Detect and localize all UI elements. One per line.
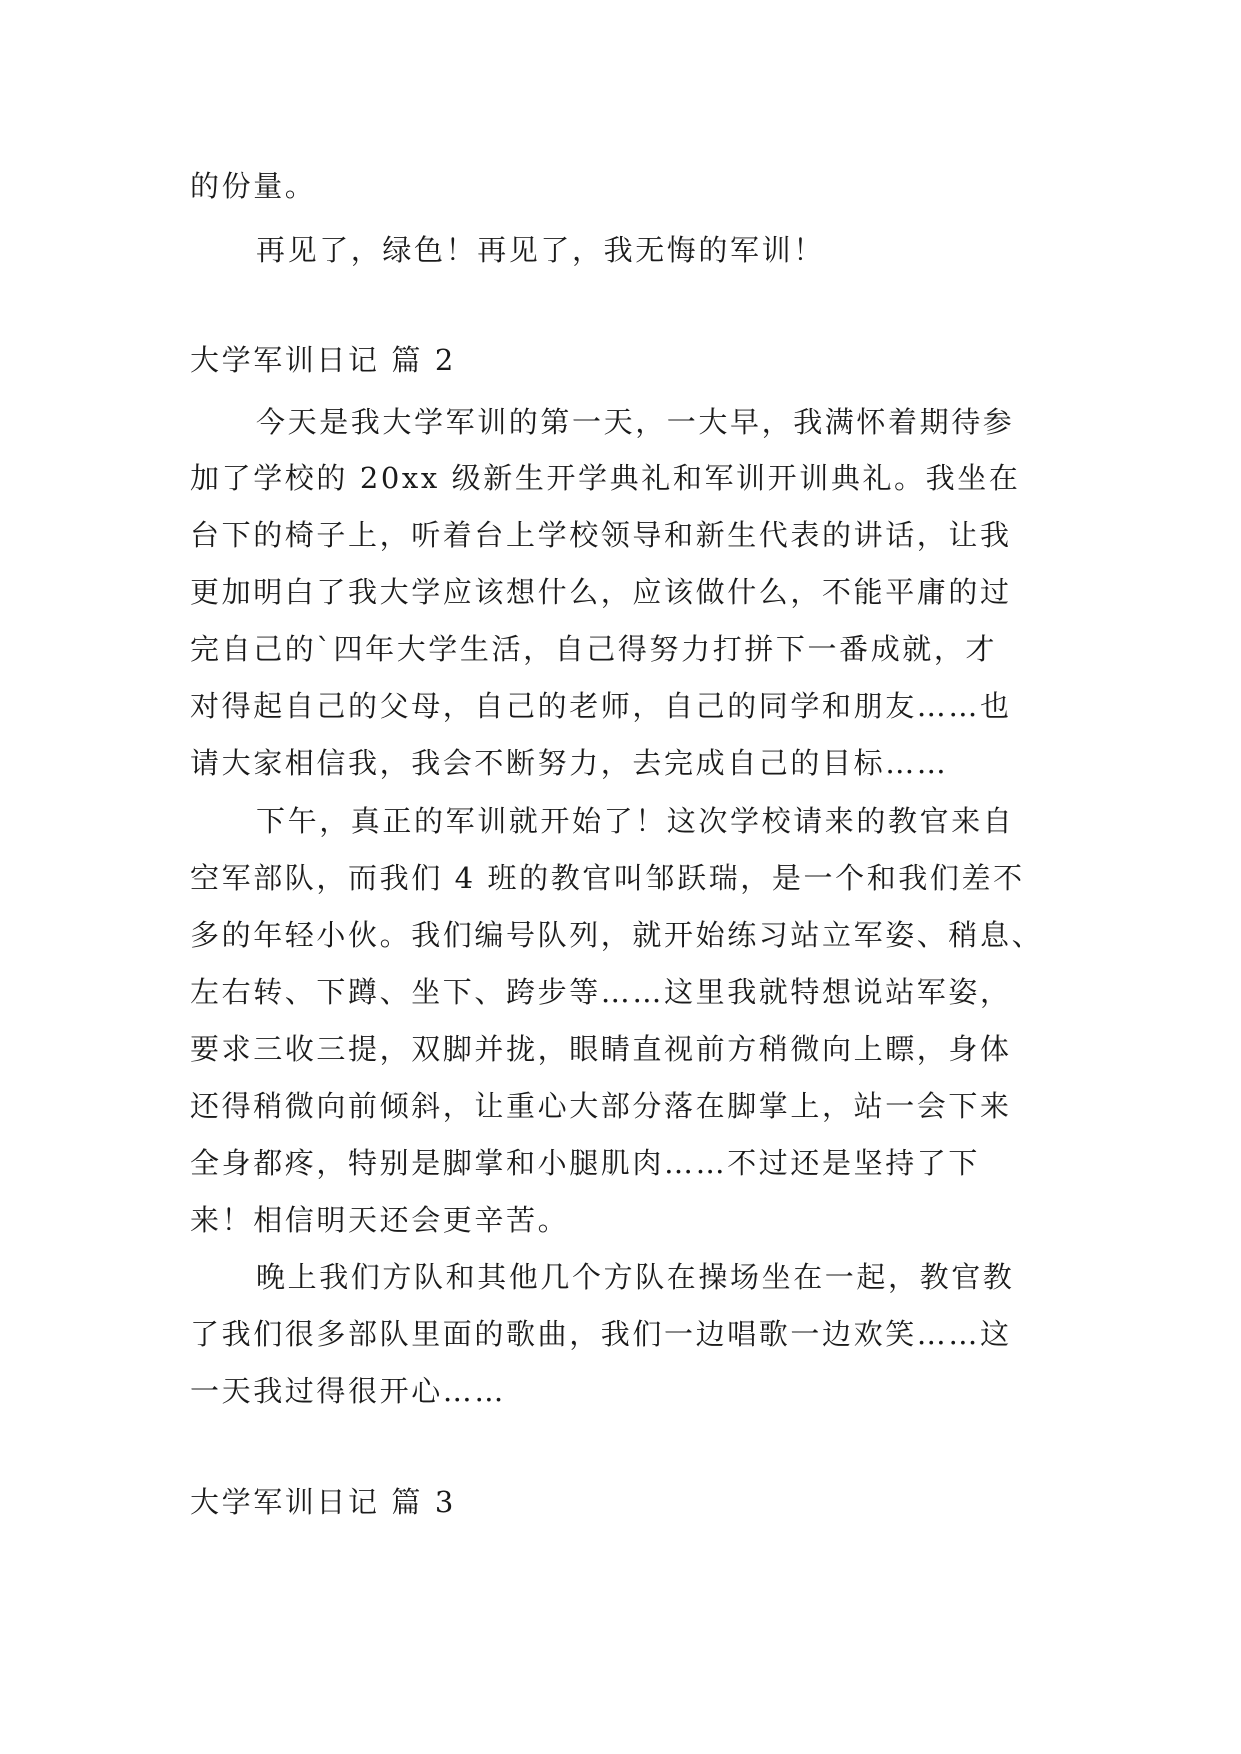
section-heading: 大学军训日记 篇 2 [190, 343, 456, 377]
paragraph-line: 的份量。 [190, 169, 317, 203]
paragraph-line: 了我们很多部队里面的歌曲，我们一边唱歌一边欢笑……这 [190, 1317, 1012, 1351]
section-heading: 大学军训日记 篇 3 [190, 1485, 456, 1519]
paragraph-line: 对得起自己的父母，自己的老师，自己的同学和朋友……也 [190, 689, 1012, 723]
paragraph-line: 加了学校的 20xx 级新生开学典礼和军训开训典礼。我坐在 [190, 461, 1021, 495]
paragraph-line: 还得稍微向前倾斜，让重心大部分落在脚掌上，站一会下来 [190, 1089, 1012, 1123]
paragraph-line: 全身都疼，特别是脚掌和小腿肌肉……不过还是坚持了下 [190, 1146, 981, 1180]
paragraph-line: 来！相信明天还会更辛苦。 [190, 1203, 570, 1237]
paragraph-line: 空军部队，而我们 4 班的教官叫邹跃瑞，是一个和我们差不 [190, 861, 1025, 895]
closing-line: 再见了，绿色！再见了，我无悔的军训！ [256, 233, 825, 267]
paragraph-line: 更加明白了我大学应该想什么，应该做什么，不能平庸的过 [190, 575, 1012, 609]
paragraph-line: 完自己的`四年大学生活，自己得努力打拼下一番成就，才 [190, 632, 998, 666]
paragraph-line: 左右转、下蹲、坐下、跨步等……这里我就特想说站军姿， [190, 975, 1012, 1009]
paragraph-line: 要求三收三提，双脚并拢，眼睛直视前方稍微向上瞟，身体 [190, 1032, 1012, 1066]
paragraph-line: 晚上我们方队和其他几个方队在操场坐在一起，教官教 [256, 1260, 1015, 1294]
paragraph-line: 台下的椅子上，听着台上学校领导和新生代表的讲话，让我 [190, 518, 1012, 552]
paragraph-line: 下午，真正的军训就开始了！这次学校请来的教官来自 [256, 804, 1015, 838]
paragraph-line: 多的年轻小伙。我们编号队列，就开始练习站立军姿、稍息、 [190, 918, 1044, 952]
paragraph-line: 今天是我大学军训的第一天，一大早，我满怀着期待参 [256, 405, 1015, 439]
paragraph-line: 请大家相信我，我会不断努力，去完成自己的目标…… [190, 746, 949, 780]
paragraph-line: 一天我过得很开心…… [190, 1374, 507, 1408]
